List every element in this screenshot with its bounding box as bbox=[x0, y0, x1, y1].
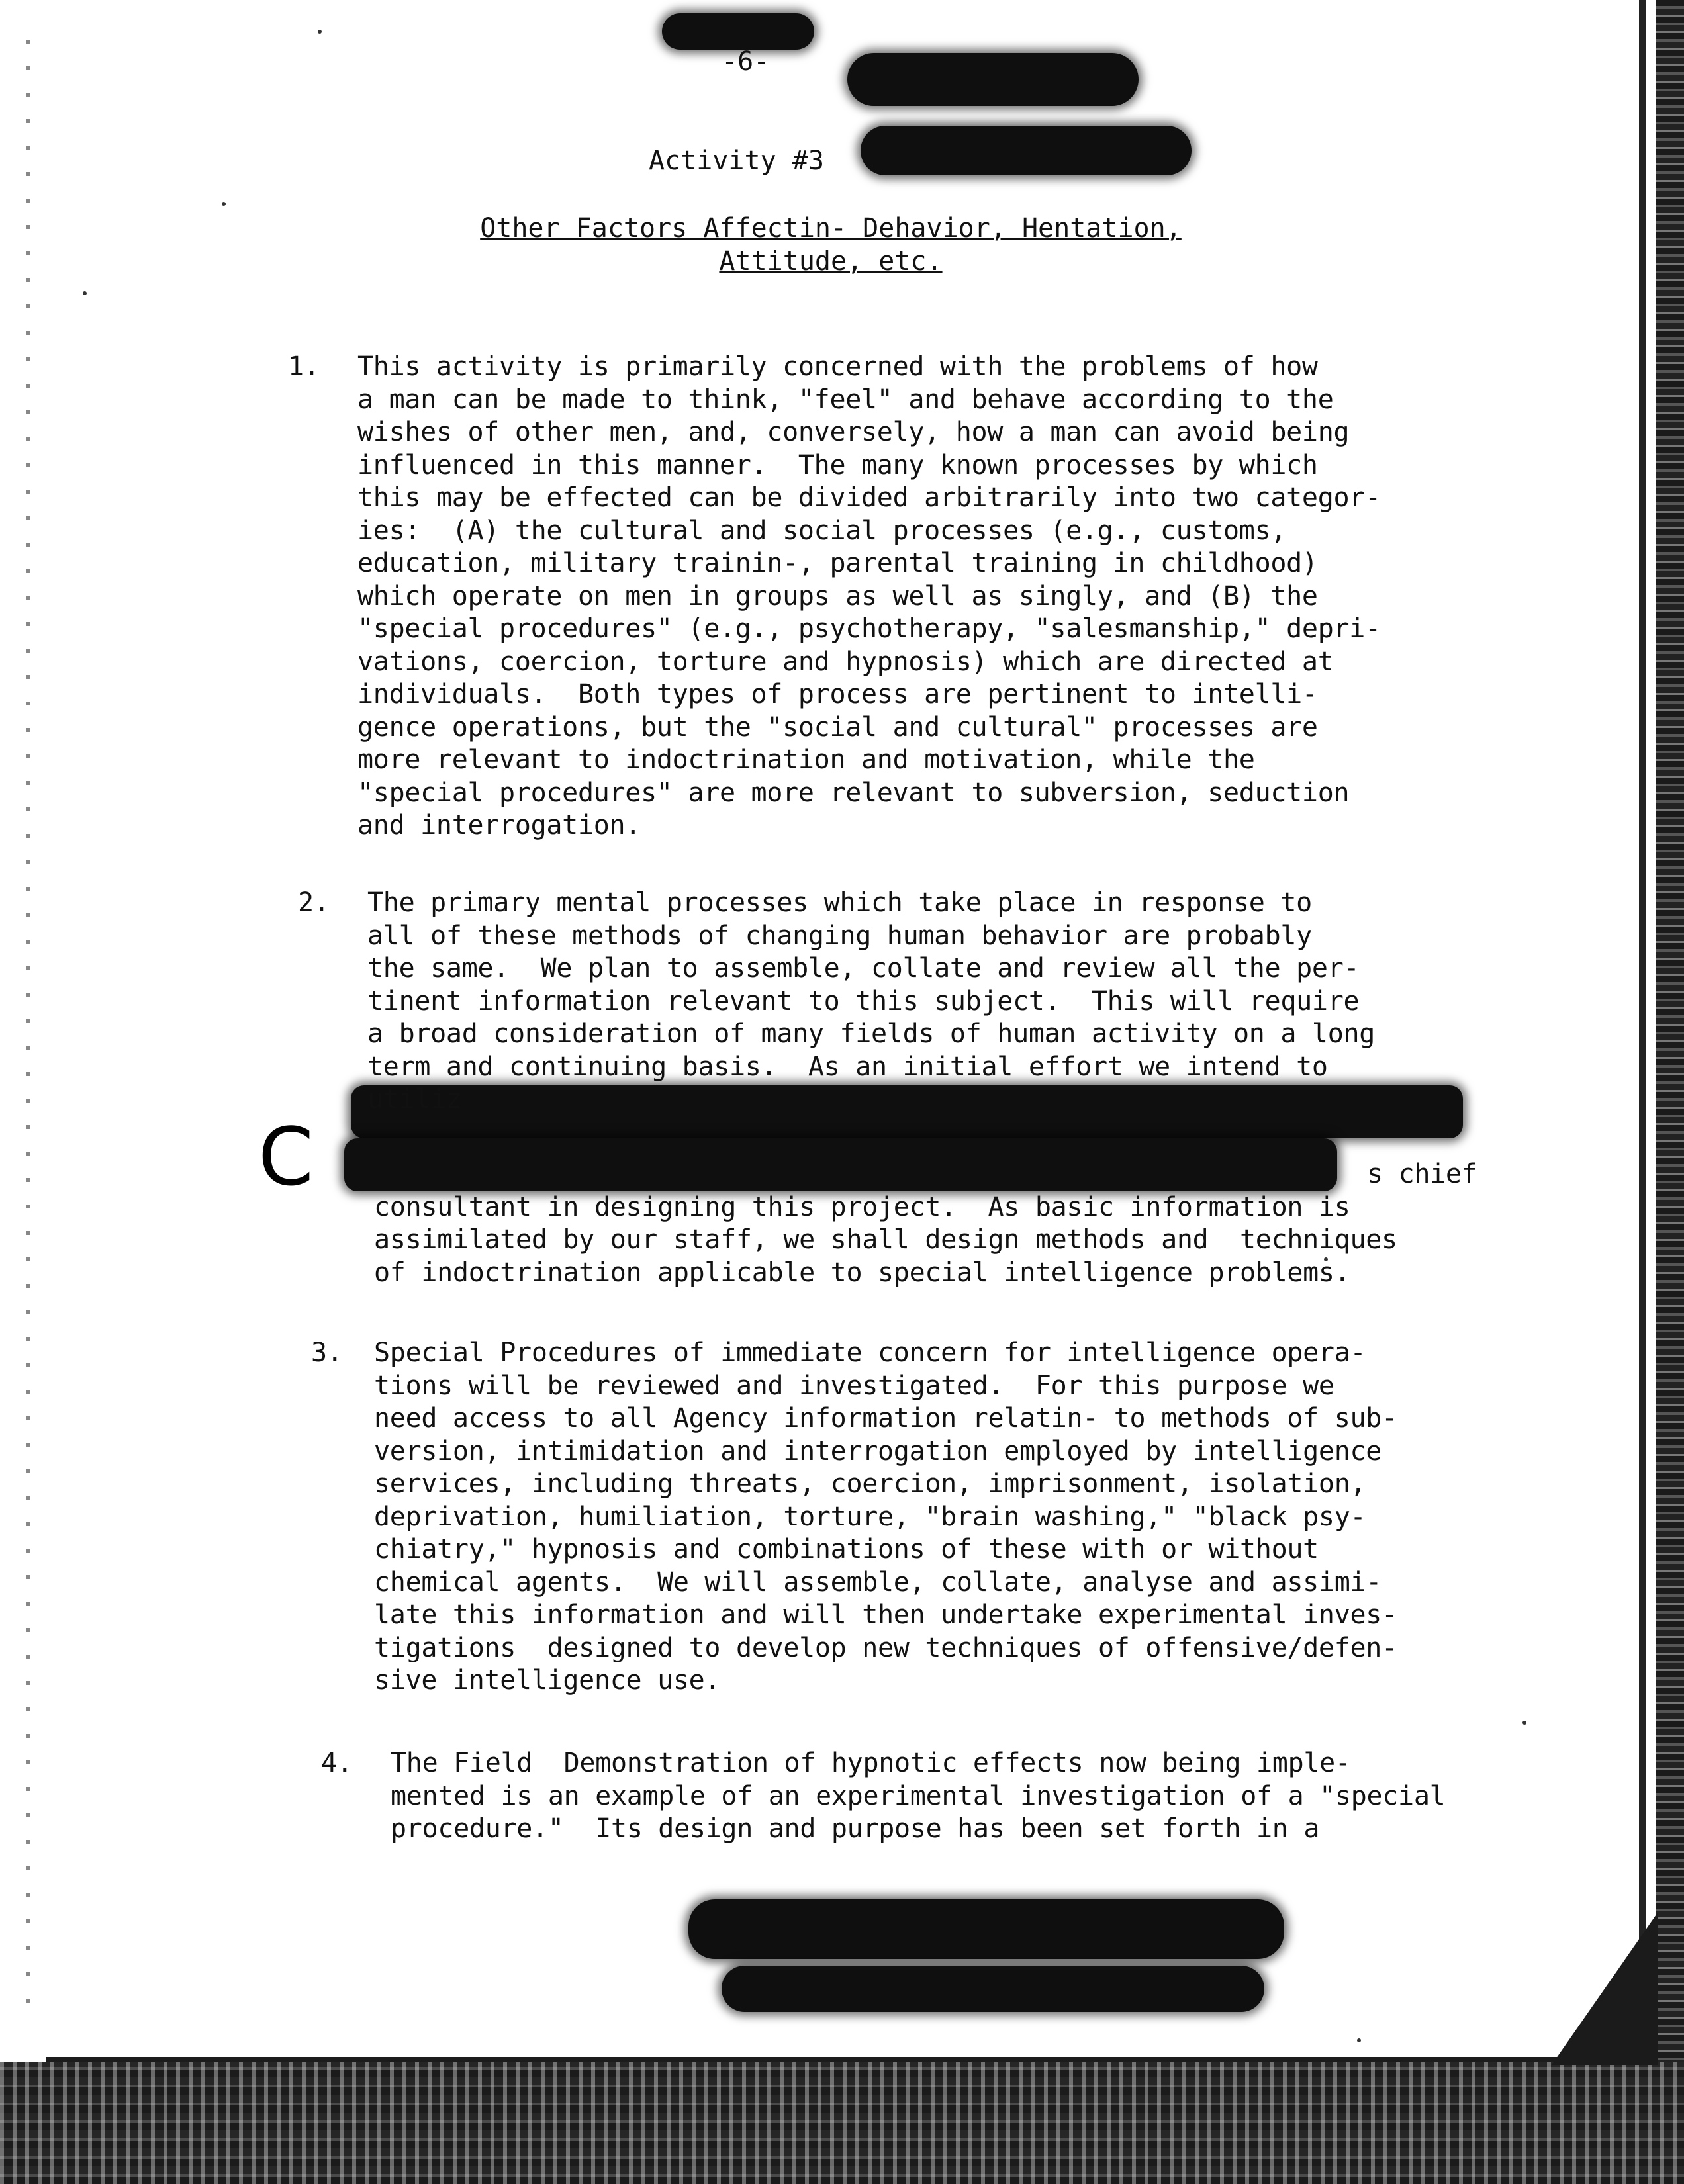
redaction-bottom-2 bbox=[722, 1966, 1264, 2012]
redaction-top-2 bbox=[847, 53, 1139, 106]
paragraph-text-continued: s chief consultant in designing this project. As basic information is assimilated by our staff, we shall design methods and techniques of indoctrination applicable to special intelligence problems. bbox=[374, 1159, 1477, 1288]
paragraph-2 bbox=[298, 887, 1506, 1116]
paragraph-text: Special Procedures of immediate concern for intelligence opera- tions will be reviewed and investigated. For this purpose we need access to all Agency information relatin- to methods of sub- version, intimidation and interrogation employed by intelligence services, including threats, coercion, imprisonment, isolation, deprivation, humiliation, torture, "brain washing," "black psy- chiatry," hypnosis and combinations of these with or without chemical agents. We will assemble, collate, analyse and assimi- late this information and will then undertake experimental inves- tigations designed to develop new techniques of offensive/defen- sive intelligence use. bbox=[374, 1338, 1397, 1696]
paragraph-text: The Field Demonstration of hypnotic effects now being imple- mented is an example of an experimental investigation of a "special procedure." Its design and purpose has been set forth in a bbox=[391, 1748, 1446, 1844]
heading-line-1: Other Factors Affectin- Dehavior, Hentation, bbox=[480, 213, 1182, 244]
scan-edge-right-line bbox=[1639, 0, 1646, 2038]
speck bbox=[318, 30, 322, 34]
paragraph-2-continued bbox=[374, 1158, 1513, 1289]
section-heading bbox=[457, 212, 1205, 278]
margin-handwritten-mark: C bbox=[258, 1112, 314, 1204]
speck bbox=[222, 202, 226, 206]
paragraph-number: 1. bbox=[288, 351, 320, 382]
paragraph-number: 2. bbox=[298, 887, 330, 918]
paragraph-4 bbox=[321, 1747, 1529, 1846]
paragraph-number: 4. bbox=[321, 1748, 353, 1778]
scan-edge-left bbox=[26, 40, 30, 2025]
heading-line-2: Attitude, etc. bbox=[719, 246, 943, 277]
redaction-bottom-1 bbox=[688, 1899, 1284, 1959]
scan-edge-bottom bbox=[0, 2062, 1684, 2184]
scan-edge-right bbox=[1656, 0, 1684, 2184]
speck bbox=[1357, 2038, 1361, 2042]
speck bbox=[83, 291, 87, 295]
speck bbox=[1522, 1721, 1526, 1725]
activity-title: Activity #3 bbox=[649, 146, 824, 176]
page-number: -6- bbox=[722, 46, 770, 77]
paragraph-text: This activity is primarily concerned with the problems of how a man can be made to think, "feel" and behave according to the wishes of other men, and, conversely, how a man can avoid being influenced in this manner. The many known processes by which this may be effected can be divided arbitrarily into two categor- ies: (A) the cultural and social processes (e.g., customs, education, military trainin-, parental training in childhood) which operate on men in groups as well as singly, and (B) the "special procedures" (e.g., psychotherapy, "salesmanship," depri- vations, coercion, torture and hypnosis) which are directed at individuals. Both types of process are pertinent to intelli- gence operations, but the "social and cultural" processes are more relevant to indoctrination and motivation, while the "special procedures" are more relevant to subversion, seduction and interrogation. bbox=[357, 351, 1381, 841]
paragraph-3 bbox=[311, 1337, 1513, 1698]
redaction-title bbox=[861, 126, 1192, 175]
paragraph-text: The primary mental processes which take place in response to all of these methods of changing human behavior are probably the same. We plan to assemble, collate and review all the per- tinent information relevant to this subject. This will require a broad consideration of many fields of human activity on a long term and continuing basis. As an initial effort we intend to utiliz bbox=[367, 887, 1376, 1115]
paragraph-number: 3. bbox=[311, 1338, 343, 1368]
paragraph-1 bbox=[288, 351, 1496, 842]
scan-corner-fold bbox=[1552, 1913, 1658, 2065]
redaction-top-1 bbox=[662, 13, 814, 50]
